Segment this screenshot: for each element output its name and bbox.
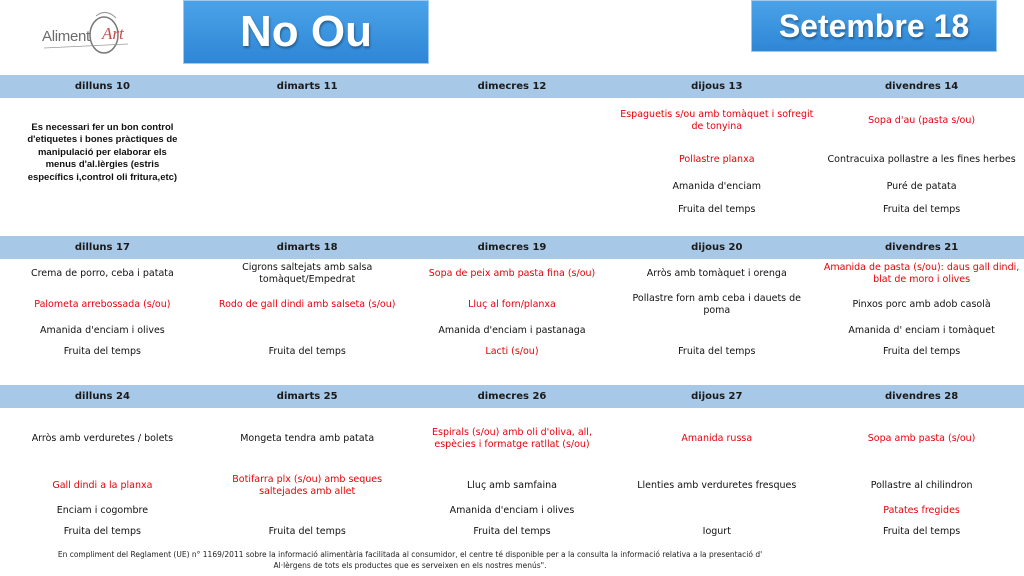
menu-item: Pollastre forn amb ceba i dauets de poma: [632, 293, 802, 316]
day-header: dilluns 24: [74, 391, 130, 402]
day-header: dijous 13: [691, 81, 743, 92]
day-header: dijous 27: [691, 391, 743, 402]
menu-item: Lacti (s/ou): [485, 346, 539, 357]
menu-item: Fruita del temps: [882, 526, 961, 537]
day-header: dimecres 12: [477, 81, 547, 92]
menu-item: Sopa de peix amb pasta fina (s/ou): [428, 268, 596, 279]
menu-item: Lluç amb samfaina: [466, 480, 557, 491]
menu-item: Crema de porro, ceba i patata: [30, 268, 174, 279]
month-title: Setembre 18: [778, 7, 970, 44]
menu-item: Pollastre planxa: [679, 154, 755, 165]
menu-item: [614, 504, 819, 518]
menu-item: Lluç al forn/planxa: [468, 299, 556, 310]
logo-text: Aliment: [42, 28, 90, 45]
menu-item: Amanida d' enciam i tomàquet: [848, 325, 995, 336]
day-header: dimarts 25: [276, 391, 338, 402]
menu-item: Sopa amb pasta (s/ou): [867, 433, 976, 444]
menu-item: Botifarra plx (s/ou) amb seques saltejades amb allet: [232, 474, 383, 497]
menu-item: [205, 504, 410, 518]
menu-item: Fruita del temps: [882, 204, 961, 215]
menu-item: Fruita del temps: [473, 526, 551, 537]
menu-title: No Ou: [240, 7, 372, 56]
menu-item: Cigrons saltejats amb salsa tomàquet/Empedrat: [242, 262, 373, 285]
menu-item: Enciam i cogombre: [56, 505, 149, 516]
day-header: dimecres 19: [477, 242, 547, 253]
menu-item: Fruita del temps: [63, 526, 142, 537]
month-banner: [751, 0, 997, 52]
menu-item: Sopa d'au (pasta s/ou): [868, 115, 976, 126]
menu-item: Amanida d'enciam i olives: [449, 505, 575, 516]
menu-item: Amanida d'enciam i olives: [40, 325, 165, 336]
menu-item: Fruita del temps: [882, 346, 961, 357]
menu-item: Fruita del temps: [63, 346, 142, 357]
menu-item: Fruita del temps: [268, 346, 346, 357]
menu-item: Rodo de gall dindi amb salseta (s/ou): [218, 299, 396, 310]
menu-item: Palometa arrebossada (s/ou): [34, 299, 171, 310]
day-header: dilluns 17: [74, 242, 130, 253]
menu-item: Amanida d'enciam i pastanaga: [438, 325, 586, 336]
day-header: dimarts 18: [276, 242, 338, 253]
menu-item: Contracuixa pollastre a les fines herbes: [827, 154, 1016, 165]
menu-item: Iogurt: [702, 526, 731, 537]
day-header: divendres 28: [884, 391, 959, 402]
week-header: [0, 236, 1024, 259]
menu-item: [614, 324, 819, 338]
day-header: dilluns 10: [74, 81, 130, 92]
menu-item: Espaguetis s/ou amb tomàquet i sofregit de tonyina: [620, 109, 814, 132]
menu-item: Arròs amb tomàquet i orenga: [646, 268, 787, 279]
menu-item: Gall dindi a la planxa: [52, 480, 153, 491]
menu-item: Patates fregides: [883, 505, 960, 516]
menu-item: Fruita del temps: [678, 346, 756, 357]
day-header: dimarts 11: [276, 81, 338, 92]
menu-item: Amanida russa: [681, 433, 753, 444]
logo: [36, 6, 136, 62]
menu-item: Pollastre al chilindron: [870, 480, 973, 491]
menu-item: Arròs amb verduretes / bolets: [31, 433, 174, 444]
menu-item: Espirals (s/ou) amb oli d'oliva, all, espècies i formatge ratllat (s/ou): [432, 427, 592, 450]
allergy-note: Es necessari fer un bon control d'etiquetes i bones pràctiques de manipulació per elaborar els menus d'al.lèrgies (estris específics i,control oli fritura,etc): [27, 121, 178, 183]
menu-item: Llenties amb verduretes fresques: [637, 480, 797, 491]
menu-item: Fruita del temps: [678, 204, 756, 215]
menu-item: Fruita del temps: [268, 526, 346, 537]
menu-item: Amanida d'enciam: [672, 181, 762, 192]
logo-art-text: Art: [102, 24, 124, 43]
day-header: dijous 20: [691, 242, 743, 253]
day-header: divendres 21: [884, 242, 959, 253]
week-header: [0, 385, 1024, 408]
menu-item: [205, 324, 410, 338]
menu-title-banner: [183, 0, 429, 64]
menu-item: Puré de patata: [886, 181, 957, 192]
menu-item: Mongeta tendra amb patata: [240, 433, 375, 444]
week-header: [0, 75, 1024, 98]
menu-item: Amanida de pasta (s/ou): daus gall dindi, blat de moro i olives: [823, 262, 1020, 285]
day-header: dimecres 26: [477, 391, 547, 402]
allergen-regulation-footer: En compliment del Reglament (UE) n° 1169/2011 sobre la informació alimentària facilitada al consumidor, el centre té disponible per a la consulta la informació relativa a la presentació d' Al·lèrgens de tots els productes que es serveixen en els nostres menús".: [57, 550, 763, 570]
day-header: divendres 14: [884, 81, 959, 92]
menu-item: Pinxos porc amb adob casolà: [852, 299, 991, 310]
